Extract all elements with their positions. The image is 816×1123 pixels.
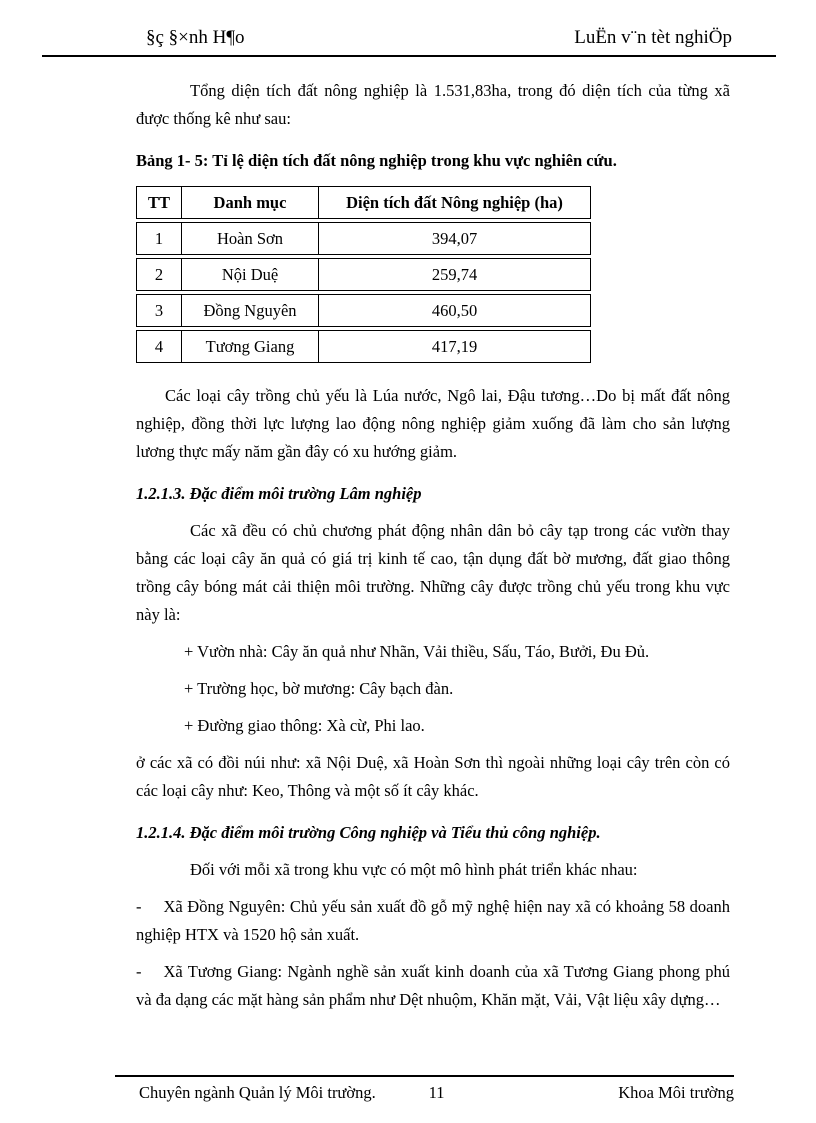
table-cell: Hoàn Sơn bbox=[182, 222, 319, 255]
list-item: + Đường giao thông: Xà cừ, Phi lao. bbox=[184, 716, 425, 735]
table-cell: 3 bbox=[136, 294, 182, 327]
header-doc-title: LuËn v¨n tèt nghiÖp bbox=[574, 27, 732, 48]
dash-item-text: Xã Tương Giang: Ngành nghề sản xuất kinh doanh của xã Tương Giang phong phú và đa dạng các mặt hàng sản phẩm như Dệt nhuộm, Khăn mặt, Vải, Vật liệu xây dựng… bbox=[136, 962, 730, 1009]
dash-item-text: Xã Đồng Nguyên: Chủ yếu sản xuất đồ gỗ mỹ nghệ hiện nay xã có khoảng 58 doanh nghiệp HTX và 1520 hộ sản xuất. bbox=[136, 897, 730, 944]
land-area-table bbox=[136, 183, 591, 366]
page-header bbox=[0, 0, 816, 57]
table-row bbox=[136, 258, 591, 291]
footer-faculty: Khoa Môi trường bbox=[618, 1083, 735, 1102]
table-cell: 2 bbox=[136, 258, 182, 291]
col-header-tt: TT bbox=[136, 186, 182, 219]
footer-rule bbox=[115, 1075, 734, 1077]
paragraph-forestry: Các xã đều có chủ chương phát động nhân dân bỏ cây tạp trong các vườn thay bằng các loại cây ăn quả có giá trị kinh tế cao, tận dụng đất bờ mương, đất giao thông trồng cây bóng mát cải thiện môi trường. Những cây được trồng chủ yếu trong khu vực này là: bbox=[136, 521, 730, 624]
paragraph-intro: Tổng diện tích đất nông nghiệp là 1.531,83ha, trong đó diện tích của từng xã được thống kê như sau: bbox=[136, 81, 730, 128]
table-caption: Bảng 1- 5: Tỉ lệ diện tích đất nông nghiệp trong khu vực nghiên cứu. bbox=[136, 151, 617, 170]
table-cell: 259,74 bbox=[319, 258, 591, 291]
table-cell: 460,50 bbox=[319, 294, 591, 327]
table-header-row bbox=[136, 186, 591, 219]
dash-marker: - bbox=[136, 897, 142, 916]
paragraph-industry-intro: Đối với mỗi xã trong khu vực có một mô hình phát triển khác nhau: bbox=[190, 860, 638, 879]
page-footer bbox=[0, 1075, 816, 1123]
dash-marker: - bbox=[136, 962, 142, 981]
table-cell: 1 bbox=[136, 222, 182, 255]
table-cell: Tương Giang bbox=[182, 330, 319, 363]
document-body bbox=[136, 77, 730, 1075]
list-item: + Trường học, bờ mương: Cây bạch đàn. bbox=[184, 679, 454, 698]
list-item: + Vườn nhà: Cây ăn quả như Nhãn, Vải thiều, Sấu, Táo, Bưởi, Đu Đủ. bbox=[184, 642, 650, 661]
footer-department: Chuyên ngành Quản lý Môi trường. bbox=[139, 1083, 376, 1102]
table-row bbox=[136, 294, 591, 327]
table-cell: Đồng Nguyên bbox=[182, 294, 319, 327]
dash-item bbox=[136, 958, 730, 1014]
table-cell: 394,07 bbox=[319, 222, 591, 255]
table-cell: 417,19 bbox=[319, 330, 591, 363]
paragraph-hills: ở các xã có đồi núi như: xã Nội Duệ, xã Hoàn Sơn thì ngoài những loại cây trên còn có các loại cây như: Keo, Thông và một số ít cây khác. bbox=[136, 753, 730, 800]
col-header-category: Danh mục bbox=[182, 186, 319, 219]
page-number: 11 bbox=[428, 1083, 445, 1102]
header-rule bbox=[42, 55, 776, 57]
col-header-area: Diện tích đất Nông nghiệp (ha) bbox=[319, 186, 591, 219]
table-cell: 4 bbox=[136, 330, 182, 363]
paragraph-crops: Các loại cây trồng chủ yếu là Lúa nước, Ngô lai, Đậu tương…Do bị mất đất nông nghiệp, đồng thời lực lượng lao động nông nghiệp giảm xuống đã làm cho sản lượng lương thực mấy năm gần đây có xu hướng giảm. bbox=[136, 386, 730, 461]
table-row bbox=[136, 330, 591, 363]
section-heading-forestry: 1.2.1.3. Đặc điểm môi trường Lâm nghiệp bbox=[136, 484, 422, 503]
section-heading-industry: 1.2.1.4. Đặc điểm môi trường Công nghiệp và Tiểu thủ công nghiệp. bbox=[136, 823, 601, 842]
table-cell: Nội Duệ bbox=[182, 258, 319, 291]
header-author: §ç §×nh H¶o bbox=[146, 27, 245, 48]
dash-item bbox=[136, 893, 730, 949]
table-row bbox=[136, 222, 591, 255]
